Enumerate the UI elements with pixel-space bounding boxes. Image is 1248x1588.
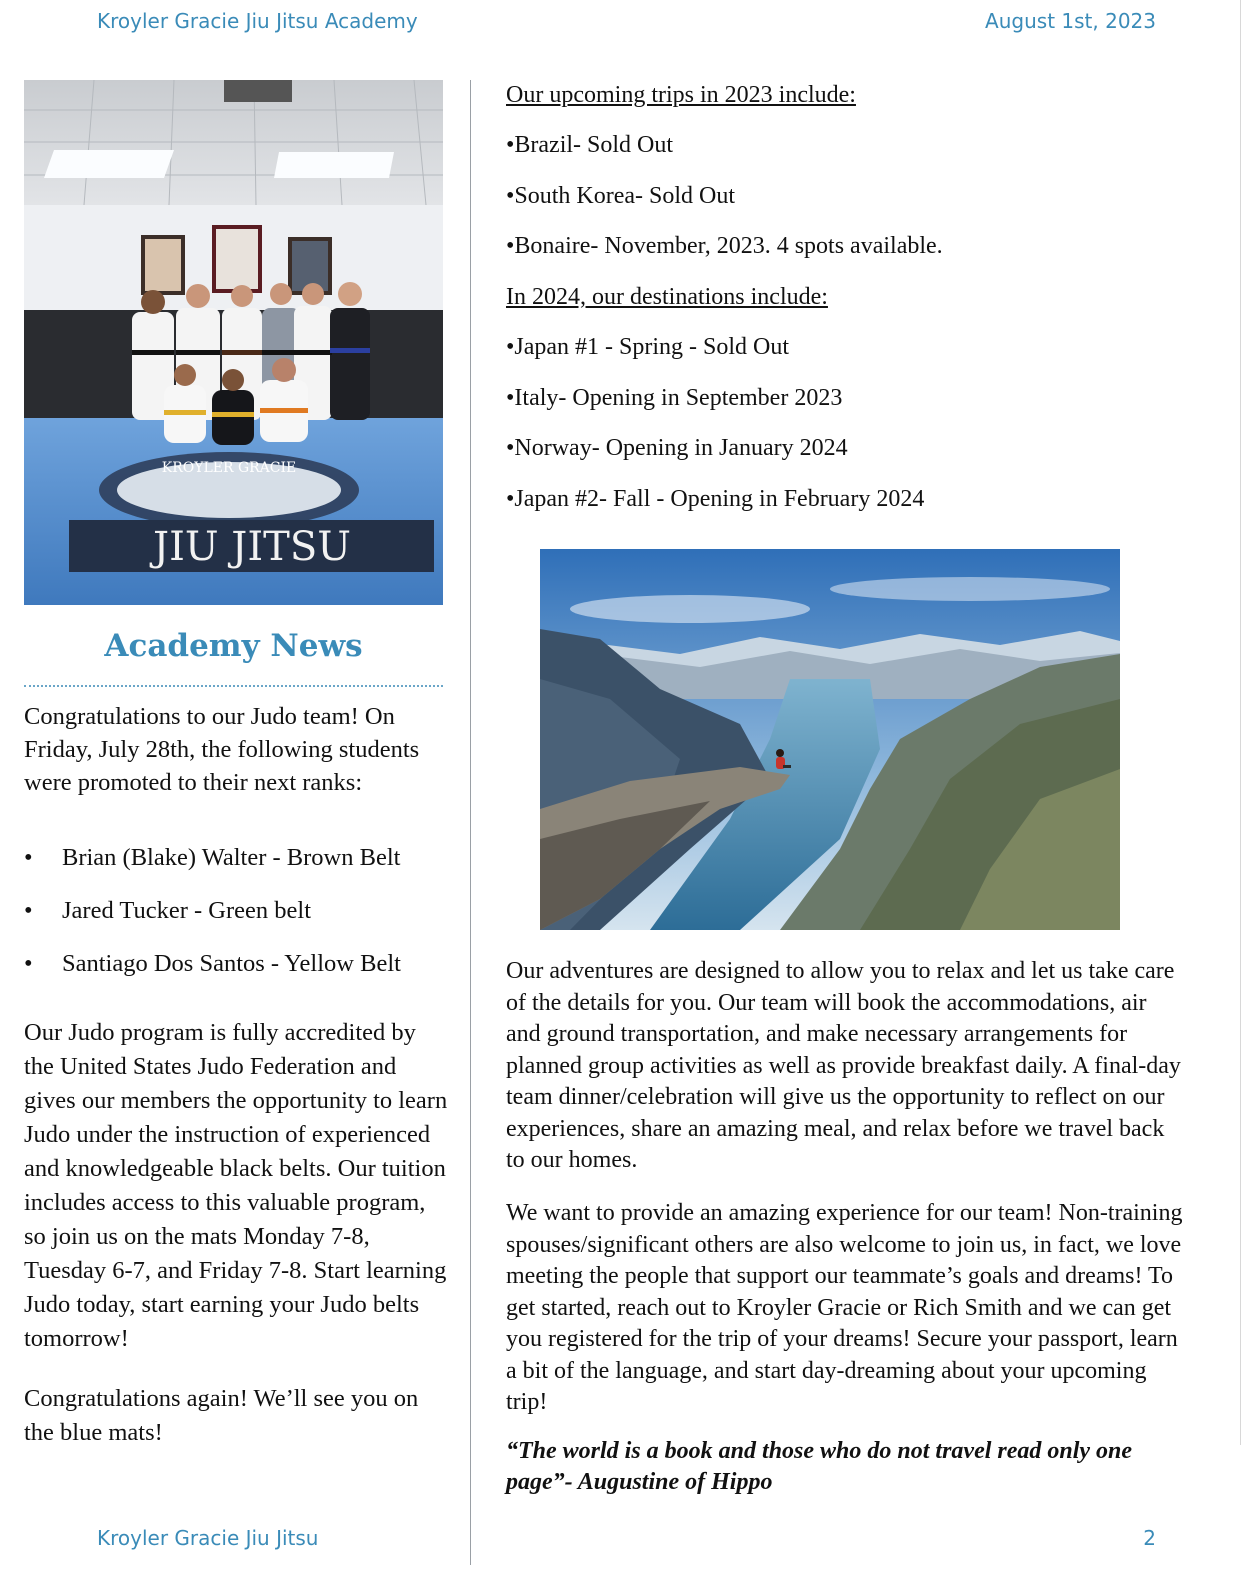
trip-item: •Italy- Opening in September 2023 — [506, 385, 843, 411]
promotion-text: Brian (Blake) Walter - Brown Belt — [62, 844, 401, 871]
column-divider — [470, 80, 471, 1565]
header-title: Kroyler Gracie Jiu Jitsu Academy — [97, 9, 418, 33]
promotion-item — [24, 896, 311, 926]
promotion-text: Santiago Dos Santos - Yellow Belt — [62, 950, 401, 977]
travel-quote: “The world is a book and those who do not travel read only one page”- Augustine of Hippo — [506, 1438, 1133, 1495]
dojo-group-photo — [24, 80, 443, 605]
mat-logo-text: JIU JITSU — [153, 524, 351, 570]
fjord-photo — [540, 549, 1120, 930]
trip-item: •Bonaire- November, 2023. 4 spots available. — [506, 233, 943, 259]
trips-2023-heading: Our upcoming trips in 2023 include: — [506, 82, 856, 108]
page-edge-line — [1240, 0, 1241, 1445]
trip-item: •Norway- Opening in January 2024 — [506, 435, 848, 461]
experience-paragraph: We want to provide an amazing experience for our team! Non-training spouses/significant others are also welcome to join us, in fact, we love meeting the people that support our teammate’s goals and dreams! To get started, reach out to Kroyler Gracie or Rich Smith and we can get you registered for the trip of your dreams! Secure your passport, learn a bit of the language, and start day-dreaming about your upcoming trip! — [506, 1200, 1183, 1415]
promotion-item — [24, 949, 401, 979]
footer-name: Kroyler Gracie Jiu Jitsu — [97, 1526, 319, 1550]
trips-2024-heading: In 2024, our destinations include: — [506, 284, 828, 310]
adventures-paragraph: Our adventures are designed to allow you to relax and let us take care of the details for you. Our team will book the accommodations, air and ground transportation, and make necessary arrangements for planned group activities as well as provide breakfast daily. A final-day team dinner/celebration will give us the opportunity to reflect on our experiences, share an amazing meal, and relax before we travel back to our homes. — [506, 958, 1181, 1173]
mat-logo-arc: KROYLER GRACIE — [161, 460, 297, 476]
bullet-icon: • — [24, 844, 33, 871]
page-number: 2 — [1143, 1526, 1156, 1550]
header-date: August 1st, 2023 — [985, 9, 1156, 33]
academy-news-heading: Academy News — [104, 628, 363, 664]
news-closing: Congratulations again! We’ll see you on the blue mats! — [24, 1385, 419, 1446]
promotion-item — [24, 843, 400, 873]
bullet-icon: • — [24, 897, 33, 924]
trip-item: •Japan #1 - Spring - Sold Out — [506, 334, 790, 360]
fjord-illustration — [540, 549, 1120, 930]
dotted-divider — [24, 685, 443, 687]
bullet-icon: • — [24, 950, 33, 977]
promotion-text: Jared Tucker - Green belt — [62, 897, 312, 924]
dojo-photo-illustration — [24, 80, 443, 605]
trip-item: •South Korea- Sold Out — [506, 183, 736, 209]
news-intro: Congratulations to our Judo team! On Friday, July 28th, the following students were promoted to their next ranks: — [24, 703, 420, 796]
judo-program-paragraph: Our Judo program is fully accredited by the United States Judo Federation and gives our members the opportunity to learn Judo under the instruction of experienced and knowledgeable black belts. Our tuition includes access to this valuable program, so join us on the mats Monday 7-8, Tuesday 6-7, and Friday 7-8. Start learning Judo today, start earning your Judo belts tomorrow! — [24, 1019, 448, 1352]
trip-item: •Japan #2- Fall - Opening in February 2024 — [506, 486, 925, 512]
trip-item: •Brazil- Sold Out — [506, 132, 674, 158]
